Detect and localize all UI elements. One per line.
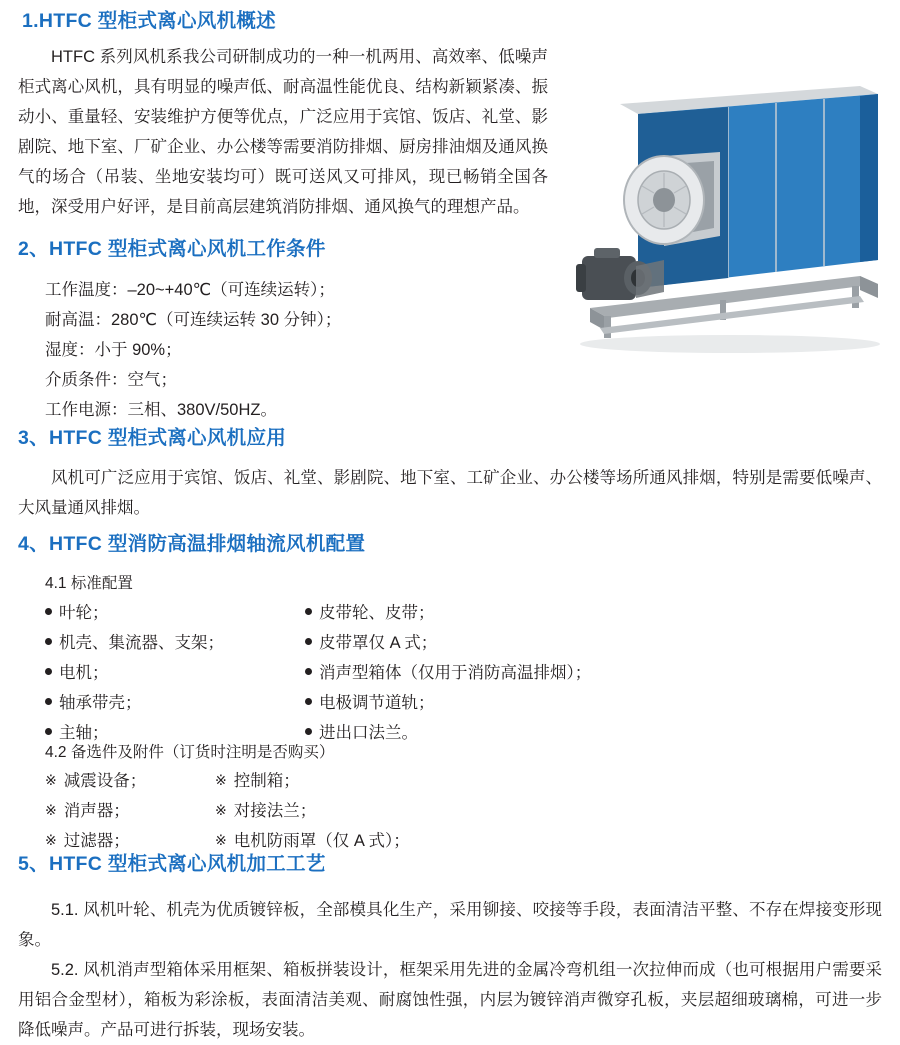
config-cell bbox=[45, 688, 305, 718]
section-1-heading: 1.HTFC 型柜式离心风机概述 bbox=[22, 10, 276, 32]
config-cell bbox=[45, 658, 305, 688]
optional-cell bbox=[45, 796, 215, 826]
config-cell bbox=[45, 598, 305, 628]
condition-item: 湿度：小于 90%； bbox=[45, 341, 182, 359]
optional-parts-label: 4.2 备选件及附件（订货时注明是否购买） bbox=[45, 744, 335, 761]
optional-item-label: 减震设备； bbox=[63, 772, 147, 790]
optional-row bbox=[45, 766, 685, 796]
asterisk-icon: ※ bbox=[215, 802, 227, 818]
config-row bbox=[45, 688, 685, 718]
fan-unit-illustration bbox=[560, 60, 890, 360]
config-row bbox=[45, 628, 685, 658]
optional-cell bbox=[215, 826, 410, 856]
section-5-paragraph-1: 5.1. 风机叶轮、机壳为优质镀锌板，全部模具化生产，采用铆接、咬接等手段，表面清洁平整、不存在焊接变形现象。 bbox=[18, 901, 882, 949]
asterisk-icon: ※ bbox=[45, 772, 57, 788]
bullet-icon bbox=[45, 638, 52, 645]
optional-item-label: 过滤器； bbox=[63, 832, 130, 850]
bullet-icon bbox=[305, 668, 312, 675]
optional-row bbox=[45, 826, 685, 856]
optional-item-label: 对接法兰； bbox=[233, 802, 317, 820]
condition-item: 耐高温：280℃（可连续运转 30 分钟）； bbox=[45, 311, 342, 329]
config-row bbox=[45, 658, 685, 688]
section-3-heading: 3、HTFC 型柜式离心风机应用 bbox=[18, 427, 287, 449]
config-item-label: 电机； bbox=[59, 664, 109, 682]
bullet-icon bbox=[305, 698, 312, 705]
config-cell bbox=[45, 628, 305, 658]
bullet-icon bbox=[45, 698, 52, 705]
config-cell bbox=[305, 628, 437, 658]
product-photo bbox=[560, 60, 890, 360]
config-item-label: 机壳、集流器、支架； bbox=[59, 634, 224, 652]
standard-config-table bbox=[45, 598, 685, 748]
section-2-heading: 2、HTFC 型柜式离心风机工作条件 bbox=[18, 238, 326, 260]
working-conditions-list bbox=[45, 275, 341, 425]
config-item-label: 消声型箱体（仅用于消防高温排烟）； bbox=[319, 664, 592, 682]
config-cell bbox=[305, 658, 591, 688]
optional-cell bbox=[45, 766, 215, 796]
bullet-icon bbox=[45, 608, 52, 615]
config-cell bbox=[305, 688, 435, 718]
asterisk-icon: ※ bbox=[45, 802, 57, 818]
condition-item: 介质条件：空气； bbox=[45, 371, 177, 389]
config-item-label: 皮带罩仅 A 式； bbox=[319, 634, 438, 652]
section-5-heading: 5、HTFC 型柜式离心风机加工工艺 bbox=[18, 853, 326, 875]
config-item-label: 轴承带壳； bbox=[59, 694, 142, 712]
asterisk-icon: ※ bbox=[215, 772, 227, 788]
optional-cell bbox=[45, 826, 215, 856]
bullet-icon bbox=[305, 638, 312, 645]
asterisk-icon: ※ bbox=[215, 832, 227, 848]
section-4-heading: 4、HTFC 型消防高温排烟轴流风机配置 bbox=[18, 533, 366, 555]
optional-cell bbox=[215, 766, 300, 796]
optional-row bbox=[45, 796, 685, 826]
optional-cell bbox=[215, 796, 316, 826]
bullet-icon bbox=[45, 728, 52, 735]
config-item-label: 电极调节道轨； bbox=[319, 694, 435, 712]
config-cell bbox=[305, 598, 435, 628]
optional-item-label: 电机防雨罩（仅 A 式）； bbox=[233, 832, 410, 850]
config-item-label: 进出口法兰。 bbox=[319, 724, 418, 742]
section-1-paragraph: HTFC 系列风机系我公司研制成功的一种一机两用、高效率、低噪声柜式离心风机，具有明显的噪声低、耐高温性能优良、结构新颖紧凑、振动小、重量轻、安装维护方便等优点，广泛应用于宾馆、饭店、礼堂、影剧院、地下室、厂矿企业、办公楼等需要消防排烟、厨房排油烟及通风换气的场合（吊装、坐地安装均可）既可送风又可排风，现已畅销全国各地，深受用户好评，是目前高层建筑消防排烟、通风换气的理想产品。 bbox=[18, 48, 548, 216]
config-item-label: 皮带轮、皮带； bbox=[319, 604, 435, 622]
config-row bbox=[45, 598, 685, 628]
optional-item-label: 控制箱； bbox=[233, 772, 300, 790]
bullet-icon bbox=[45, 668, 52, 675]
condition-item: 工作温度：–20~+40℃（可连续运转）； bbox=[45, 281, 335, 299]
optional-item-label: 消声器； bbox=[63, 802, 130, 820]
bullet-icon bbox=[305, 608, 312, 615]
bullet-icon bbox=[305, 728, 312, 735]
asterisk-icon: ※ bbox=[45, 832, 57, 848]
section-3-paragraph: 风机可广泛应用于宾馆、饭店、礼堂、影剧院、地下室、工矿企业、办公楼等场所通风排烟，特别是需要低噪声、大风量通风排烟。 bbox=[18, 469, 882, 517]
optional-parts-table bbox=[45, 766, 685, 856]
condition-item: 工作电源：三相、380V/50HZ。 bbox=[45, 401, 277, 419]
config-item-label: 叶轮； bbox=[59, 604, 109, 622]
standard-config-label: 4.1 标准配置 bbox=[45, 575, 133, 592]
section-5-paragraph-2: 5.2. 风机消声型箱体采用框架、箱板拼装设计，框架采用先进的金属冷弯机组一次拉伸而成（也可根据用户需要采用铝合金型材），箱板为彩涂板，表面清洁美观、耐腐蚀性强，内层为镀锌消声微穿孔板，夹层超细玻璃棉，可进一步降低噪声。产品可进行拆装，现场安装。 bbox=[18, 961, 882, 1039]
config-item-label: 主轴； bbox=[59, 724, 109, 742]
